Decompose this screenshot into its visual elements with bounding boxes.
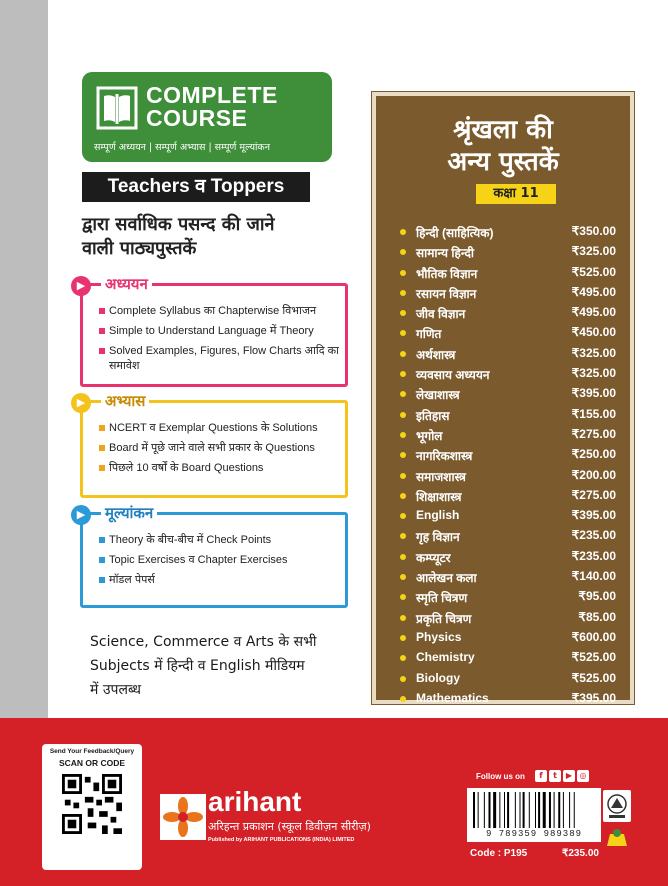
book-price: ₹325.00: [571, 244, 616, 259]
logo-line-course: COURSE: [146, 105, 248, 131]
logo-line-complete: COMPLETE: [146, 82, 278, 108]
book-row: [400, 669, 616, 689]
practice-section-box: [76, 392, 348, 498]
book-price: ₹525.00: [571, 264, 616, 279]
preferred-line-2: वाली पाठ्यपुस्तकें: [82, 238, 197, 259]
footer-band: [0, 718, 668, 886]
book-price: ₹325.00: [571, 366, 616, 381]
youtube-icon[interactable]: ▶: [563, 770, 575, 782]
book-row: [400, 384, 616, 404]
teachers-toppers-bar: Teachers व Toppers: [82, 172, 310, 202]
book-price: ₹395.00: [571, 508, 616, 523]
book-price: ₹525.00: [571, 650, 616, 665]
publisher-english-name: Published by ARIHANT PUBLICATIONS (INDIA) LIMITED: [208, 837, 355, 843]
bullet-dot-icon: [400, 676, 406, 682]
stamp-emblem-icon: [605, 828, 629, 848]
book-price: ₹95.00: [578, 589, 616, 604]
book-title: Biology: [416, 670, 460, 685]
bullet-dot-icon: [400, 635, 406, 641]
follow-us-label: Follow us on: [476, 772, 525, 781]
book-title: समाजशास्त्र: [416, 469, 466, 484]
seal-logo-icon: [603, 790, 631, 822]
book-title: जीव विज्ञान: [416, 307, 466, 322]
book-price: ₹325.00: [571, 345, 616, 360]
list-item: Simple to Understand Language में Theory: [99, 324, 339, 339]
publisher-name: arihant: [208, 786, 302, 817]
book-title: इतिहास: [416, 408, 450, 423]
list-item: Solved Examples, Figures, Flow Charts आदि का समावेश: [99, 344, 339, 374]
bullet-dot-icon: [400, 229, 406, 235]
list-item: Board में पूछे जाने वाले सभी प्रकार के Questions: [99, 441, 339, 456]
feedback-line-2: SCAN OR CODE: [58, 758, 126, 768]
book-row: [400, 445, 616, 465]
bullet-dot-icon: [400, 330, 406, 336]
study-feature-list: [99, 304, 339, 379]
other-books-panel: [372, 92, 634, 704]
study-section-title: अध्ययन: [101, 274, 152, 294]
book-title: सामान्य हिन्दी: [416, 246, 475, 261]
list-item: पिछले 10 वर्षों के Board Questions: [99, 461, 339, 476]
availability-line-3: में उपलब्ध: [90, 682, 141, 698]
book-title: English: [416, 508, 460, 523]
bullet-dot-icon: [400, 493, 406, 499]
barcode: [467, 788, 601, 842]
book-row: [400, 587, 616, 607]
list-item: Complete Syllabus का Chapterwise विभाजन: [99, 304, 339, 319]
arihant-flower-logo-icon: [160, 794, 206, 840]
book-row: [400, 608, 616, 628]
book-row: [400, 526, 616, 546]
book-price: ₹200.00: [571, 467, 616, 482]
preferred-line-1: द्वारा सर्वाधिक पसन्द की जाने: [82, 214, 275, 235]
twitter-icon[interactable]: t: [549, 770, 561, 782]
bullet-dot-icon: [400, 270, 406, 276]
book-price: ₹275.00: [571, 426, 616, 441]
book-row: [400, 567, 616, 587]
evaluation-section-title: मूल्यांकन: [101, 503, 157, 523]
book-row: [400, 364, 616, 384]
feedback-qr-card: [42, 744, 142, 870]
play-arrow-icon: ▶: [71, 393, 91, 413]
practice-feature-list: [99, 421, 339, 481]
bullet-dot-icon: [400, 696, 406, 702]
book-price-list: [400, 222, 616, 709]
bullet-dot-icon: [400, 432, 406, 438]
bullet-dot-icon: [400, 533, 406, 539]
study-section-box: [76, 275, 348, 387]
product-code: Code : P195: [470, 848, 528, 859]
list-item: NCERT व Exemplar Questions के Solutions: [99, 421, 339, 436]
book-row: [400, 466, 616, 486]
bullet-dot-icon: [400, 594, 406, 600]
book-row: [400, 648, 616, 668]
availability-line-2: Subjects में हिन्दी व English मीडियम: [90, 658, 305, 674]
play-arrow-icon: ▶: [71, 276, 91, 296]
book-price: ₹395.00: [571, 386, 616, 401]
bullet-dot-icon: [400, 473, 406, 479]
book-title: गणित: [416, 327, 442, 342]
isbn-number: 9 789359 989389: [485, 829, 582, 839]
book-price: ₹495.00: [571, 305, 616, 320]
list-item: Topic Exercises व Chapter Exercises: [99, 553, 339, 568]
book-price: ₹600.00: [571, 629, 616, 644]
book-row: [400, 344, 616, 364]
book-row: [400, 405, 616, 425]
open-book-icon: [96, 86, 138, 130]
book-price: ₹350.00: [571, 224, 616, 238]
class-badge: कक्षा 11: [476, 184, 556, 204]
list-item: Theory के बीच-बीच में Check Points: [99, 533, 339, 548]
book-price: ₹395.00: [571, 690, 616, 705]
barcode-icon: [473, 792, 595, 828]
bullet-dot-icon: [400, 554, 406, 560]
qr-code-icon[interactable]: [62, 774, 122, 834]
book-price: ₹275.00: [571, 487, 616, 502]
book-price: ₹140.00: [571, 569, 616, 584]
book-title: गृह विज्ञान: [416, 530, 460, 545]
availability-line-1: Science, Commerce व Arts के सभी: [90, 634, 317, 650]
book-price: ₹85.00: [578, 609, 616, 624]
book-title: स्मृति चित्रण: [416, 591, 468, 606]
book-spine-strip: [0, 0, 48, 718]
book-price: ₹495.00: [571, 284, 616, 299]
book-row: [400, 486, 616, 506]
logo-title: [146, 84, 278, 130]
book-row: [400, 323, 616, 343]
bullet-dot-icon: [400, 615, 406, 621]
bullet-dot-icon: [400, 310, 406, 316]
bullet-dot-icon: [400, 412, 406, 418]
book-title: लेखाशास्त्र: [416, 388, 460, 403]
book-title: रसायन विज्ञान: [416, 286, 477, 301]
publisher-hindi-name: अरिहन्त प्रकाशन (स्कूल डिवीज़न सीरीज़): [208, 820, 371, 833]
complete-course-logo: [82, 72, 332, 162]
book-row: [400, 689, 616, 709]
other-books-heading-2: अन्य पुस्तकें: [447, 147, 559, 177]
book-row: [400, 263, 616, 283]
book-title: अर्थशास्त्र: [416, 347, 456, 362]
book-price: ₹450.00: [571, 325, 616, 340]
feedback-line-1: Send Your Feedback/Query: [49, 748, 135, 755]
book-title: कम्प्यूटर: [416, 550, 451, 565]
bullet-dot-icon: [400, 452, 406, 458]
bullet-dot-icon: [400, 371, 406, 377]
book-title: आलेखन कला: [416, 571, 477, 586]
bullet-dot-icon: [400, 249, 406, 255]
bullet-dot-icon: [400, 391, 406, 397]
logo-tagline: सम्पूर्ण अध्ययन | सम्पूर्ण अभ्यास | सम्पूर्ण मूल्यांकन: [94, 142, 270, 153]
book-row: [400, 242, 616, 262]
book-title: व्यवसाय अध्ययन: [416, 368, 490, 383]
book-row: [400, 425, 616, 445]
bullet-dot-icon: [400, 513, 406, 519]
bullet-dot-icon: [400, 655, 406, 661]
book-price: ₹235.00: [562, 848, 599, 859]
play-arrow-icon: ▶: [71, 505, 91, 525]
evaluation-section-box: [76, 504, 348, 608]
book-price: ₹235.00: [571, 528, 616, 543]
book-price: ₹155.00: [571, 406, 616, 421]
book-title: भूगोल: [416, 428, 443, 443]
bullet-dot-icon: [400, 351, 406, 357]
instagram-icon[interactable]: ◎: [577, 770, 589, 782]
book-title: नागरिकशास्त्र: [416, 449, 473, 464]
book-row: [400, 222, 616, 242]
book-price: ₹235.00: [571, 548, 616, 563]
book-row: [400, 506, 616, 526]
book-title: हिन्दी (साहित्यिक): [416, 226, 494, 240]
book-row: [400, 628, 616, 648]
book-title: शिक्षाशास्त्र: [416, 489, 462, 504]
book-title: Chemistry: [416, 650, 475, 665]
book-row: [400, 283, 616, 303]
book-row: [400, 303, 616, 323]
practice-section-title: अभ्यास: [101, 391, 149, 411]
evaluation-feature-list: [99, 533, 339, 593]
book-title: भौतिक विज्ञान: [416, 266, 478, 281]
list-item: मॉडल पेपर्स: [99, 573, 339, 588]
book-title: प्रकृति चित्रण: [416, 611, 472, 626]
bullet-dot-icon: [400, 290, 406, 296]
book-row: [400, 547, 616, 567]
book-title: Mathematics: [416, 690, 489, 705]
book-title: Physics: [416, 629, 462, 644]
other-books-heading-1: श्रृंखला की: [453, 115, 553, 145]
book-price: ₹525.00: [571, 670, 616, 685]
facebook-icon[interactable]: f: [535, 770, 547, 782]
book-price: ₹250.00: [571, 447, 616, 462]
bullet-dot-icon: [400, 574, 406, 580]
